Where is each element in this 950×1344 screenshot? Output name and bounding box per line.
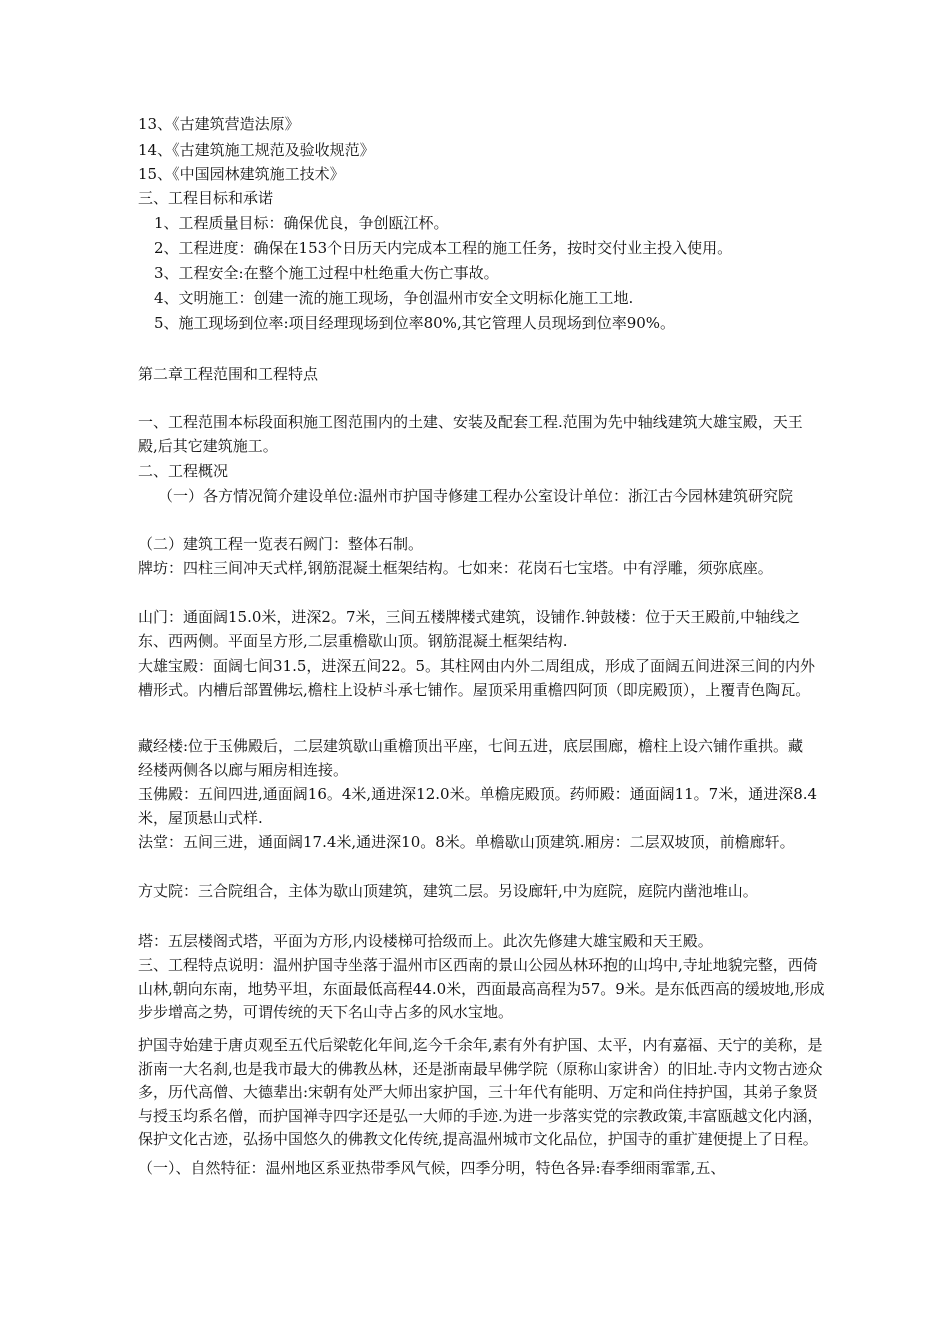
chapter-title: 第二章工程范围和工程特点 — [138, 365, 319, 383]
paragraph-abbot-courtyard: 方丈院：三合院组合，主体为歇山顶建筑，建筑二层。另设廊轩,中为庭院，庭院内凿池堆山。 — [138, 882, 758, 900]
reference-item-15: 15、《中国园林建筑施工技术》 — [138, 165, 345, 183]
paragraph-main-hall: 大雄宝殿：面阔七间31.5，进深五间22。5。其柱网由内外二周组成，形成了面阔五间进深三间的内外槽形式。内槽后部置佛坛,檐柱上设栌斗承七铺作。屋顶采用重檐四阿顶（即庑殿顶），上覆青色陶瓦。 — [138, 657, 816, 699]
reference-item-14: 14、《古建筑施工规范及验收规范》 — [138, 141, 375, 159]
paragraph-scope: 一、工程范围本标段面积施工图范围内的土建、安装及配套工程.范围为先中轴线建筑大雄宝殿，天王殿,后其它建筑施工。 — [138, 413, 803, 455]
paragraph-history: 护国寺始建于唐贞观至五代后梁乾化年间,迄今千余年,素有外有护国、太平，内有嘉福、天宁的美称，是浙南一大名刹,也是我市最大的佛教丛林，还是浙南最早佛学院（原称山家讲舍）的旧址.寺内文物古迹众多，历代高僧、大德辈出:宋朝有处严大师出家护国，三十年代有能明、万定和尚住持护国，其弟子象贤与授玉均系名僧，而护国禅寺四字还是弘一大师的手迹.为进一步落实党的宗教政策,丰富瓯越文化内涵，保护文化古迹，弘扬中国悠久的佛教文化传统,提高温州城市文化品位，护国寺的重扩建便提上了日程。 — [138, 1036, 823, 1148]
paragraph-gate: 山门：通面阔15.0米，进深2。7米，三间五楼牌楼式建筑，设铺作.钟鼓楼：位于天王殿前,中轴线之东、西两侧。平面呈方形,二层重檐歇山顶。钢筋混凝土框架结构. — [138, 608, 801, 650]
goal-on-site-rate: 5、施工现场到位率:项目经理现场到位率80%,其它管理人员现场到位率90%。 — [154, 314, 676, 332]
paragraph-jade-buddha-hall: 玉佛殿：五间四进,通面阔16。4米,通进深12.0米。单檐庑殿顶。药师殿：通面阔11。7米，通进深8.4米，屋顶悬山式样. — [138, 785, 818, 827]
paragraph-sutra-library: 藏经楼:位于玉佛殿后，二层建筑歇山重檐顶出平座，七间五进，底层围廊，檐柱上设六铺作重拱。藏经楼两侧各以廊与厢房相连接。 — [138, 737, 804, 779]
section-heading-goals: 三、工程目标和承诺 — [138, 189, 274, 207]
paragraph-building-list: （二）建筑工程一览表石阙门：整体石制。 — [138, 535, 424, 553]
goal-civilized-construction: 4、文明施工：创建一流的施工现场，争创温州市安全文明标化施工工地. — [154, 289, 634, 307]
section-heading-overview: 二、工程概况 — [138, 462, 229, 480]
goal-safety: 3、工程安全:在整个施工过程中杜绝重大伤亡事故。 — [154, 264, 499, 282]
goal-schedule: 2、工程进度：确保在153个日历天内完成本工程的施工任务，按时交付业主投入使用。 — [154, 239, 733, 257]
paragraph-dharma-hall: 法堂：五间三进，通面阔17.4米,通进深10。8米。单檐歇山顶建筑.厢房：二层双坡顶，前檐廊轩。 — [138, 833, 795, 851]
goal-quality: 1、工程质量目标：确保优良，争创瓯江杯。 — [154, 214, 449, 232]
reference-item-13: 13、《古建筑营造法原》 — [138, 115, 300, 133]
paragraph-pagoda: 塔：五层楼阁式塔，平面为方形,内设楼梯可拾级而上。此次先修建大雄宝殿和天王殿。 — [138, 932, 713, 950]
paragraph-natural-features: （一）、自然特征：温州地区系亚热带季风气候，四季分明，特色各异:春季细雨霏霏,五、 — [138, 1159, 726, 1177]
paragraph-features: 三、工程特点说明：温州护国寺坐落于温州市区西南的景山公园丛林环抱的山坞中,寺址地貌完整，西倚山林,朝向东南，地势平坦，东面最低高程44.0米，西面最高高程为57。9米。是东低西高的缓坡地,形成步步增高之势，可谓传统的天下名山寺占多的风水宝地。 — [138, 956, 825, 1021]
paragraph-parties: （一）各方情况简介建设单位:温州市护国寺修建工程办公室设计单位：浙江古今园林建筑研究院 — [158, 487, 794, 505]
paragraph-archway: 牌坊：四柱三间冲天式样,钢筋混凝土框架结构。七如来：花岗石七宝塔。中有浮雕，须弥底座。 — [138, 559, 773, 577]
